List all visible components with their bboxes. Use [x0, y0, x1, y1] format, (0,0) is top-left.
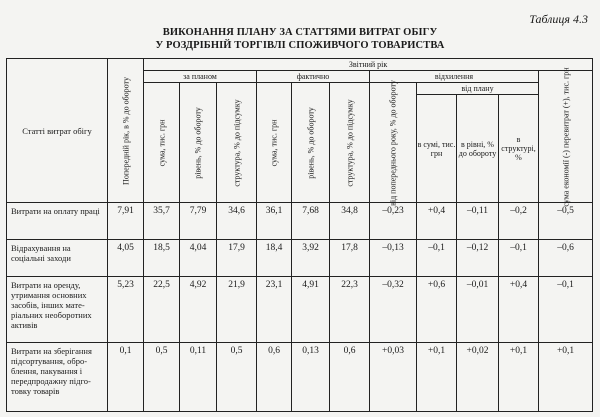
- cell: 4,05: [108, 240, 144, 277]
- header-from-plan: від плану: [417, 83, 539, 95]
- cell: –0,11: [457, 203, 499, 240]
- cell: –0,2: [499, 203, 539, 240]
- row-label: Витрати на оплату праці: [7, 203, 108, 240]
- cell: –0,32: [370, 277, 417, 343]
- header-report-year: Звітний рік: [144, 59, 593, 71]
- header-plan-structure-text: структура, % до підсумку: [232, 98, 241, 187]
- cell: 4,92: [180, 277, 217, 343]
- cell: 36,1: [257, 203, 292, 240]
- cell: 34,8: [330, 203, 370, 240]
- cell: 7,68: [292, 203, 330, 240]
- header-items: Статті витрат обігу: [7, 59, 108, 203]
- table-row: [7, 343, 593, 412]
- cell: +0,1: [499, 343, 539, 412]
- header-from-prev-text: від попереднього року, % до обороту: [388, 79, 398, 206]
- table-title: [0, 26, 600, 52]
- header-economy: [539, 66, 593, 207]
- cell: 4,91: [292, 277, 330, 343]
- cell: 0,6: [330, 343, 370, 412]
- cell: 18,4: [257, 240, 292, 277]
- cell: +0,1: [539, 343, 593, 412]
- expenses-table: [6, 58, 593, 412]
- header-actual-sum: [257, 83, 292, 203]
- header-actual-level: [292, 83, 330, 203]
- header-plan-level-text: рівень, % до обороту: [193, 106, 203, 179]
- title-line-2: У РОЗДРІБНІЙ ТОРГІВЛІ СПОЖИВЧОГО ТОВАРИСТВА: [155, 40, 445, 51]
- header-actual-sum-text: сума, тис. грн: [269, 119, 279, 166]
- cell: –0,12: [457, 240, 499, 277]
- table-row: [7, 277, 593, 343]
- cell: +0,6: [417, 277, 457, 343]
- cell: +0,4: [499, 277, 539, 343]
- cell: –0,6: [539, 240, 593, 277]
- cell: –0,1: [499, 240, 539, 277]
- cell: 17,8: [330, 240, 370, 277]
- header-plan-sum-text: сума, тис. грн: [157, 119, 166, 166]
- table-caption: Таблиця 4.3: [529, 12, 588, 26]
- cell: 17,9: [217, 240, 257, 277]
- header-dev-struct: в структурі, %: [499, 95, 539, 203]
- header-plan-level: [180, 83, 217, 203]
- header-actual-structure-text: структура, % до підсумку: [345, 98, 354, 187]
- cell: 35,7: [144, 203, 180, 240]
- cell: 0,11: [180, 343, 217, 412]
- header-prev-year-text: Попередній рік, в % до обороту: [121, 76, 130, 185]
- table-row: [7, 240, 593, 277]
- cell: 21,9: [217, 277, 257, 343]
- cell: –0,13: [370, 240, 417, 277]
- cell: 0,6: [257, 343, 292, 412]
- cell: 0,5: [217, 343, 257, 412]
- cell: 3,92: [292, 240, 330, 277]
- cell: 0,5: [144, 343, 180, 412]
- row-label: Витрати на оренду, утримання основних засобів, інших мате- ріальних необоротних активів: [7, 277, 108, 343]
- header-economy-text: сума економії (-) перевитрат (+), тис. грн: [561, 66, 571, 207]
- cell: –0,23: [370, 203, 417, 240]
- header-actual-structure: [330, 83, 370, 203]
- cell: +0,4: [417, 203, 457, 240]
- header-plan-sum: [144, 83, 180, 203]
- header-actual: фактично: [257, 71, 370, 83]
- header-dev-level: в рівні, % до обороту: [457, 95, 499, 203]
- cell: 0,1: [108, 343, 144, 412]
- cell: +0,03: [370, 343, 417, 412]
- cell: +0,02: [457, 343, 499, 412]
- cell: –0,5: [539, 203, 593, 240]
- cell: +0,1: [417, 343, 457, 412]
- header-prev-year: [108, 59, 144, 203]
- cell: 7,91: [108, 203, 144, 240]
- row-label: Витрати на зберігання підсортування, обро- блення, пакування і передпродажну підго- товку товарів: [7, 343, 108, 412]
- cell: 22,5: [144, 277, 180, 343]
- cell: 18,5: [144, 240, 180, 277]
- cell: 0,13: [292, 343, 330, 412]
- header-plan: за планом: [144, 71, 257, 83]
- table-row: [7, 203, 593, 240]
- row-label: Відрахування на соціальні заходи: [7, 240, 108, 277]
- title-line-1: ВИКОНАННЯ ПЛАНУ ЗА СТАТТЯМИ ВИТРАТ ОБІГУ: [162, 27, 438, 38]
- cell: –0,01: [457, 277, 499, 343]
- header-from-prev: [370, 79, 417, 206]
- header-dev-sum: в сумі, тис. грн: [417, 95, 457, 203]
- cell: 7,79: [180, 203, 217, 240]
- cell: 5,23: [108, 277, 144, 343]
- cell: 22,3: [330, 277, 370, 343]
- header-actual-level-text: рівень, % до обороту: [306, 106, 315, 179]
- cell: 34,6: [217, 203, 257, 240]
- cell: 4,04: [180, 240, 217, 277]
- cell: –0,1: [539, 277, 593, 343]
- cell: –0,1: [417, 240, 457, 277]
- cell: 23,1: [257, 277, 292, 343]
- header-plan-structure: [217, 83, 257, 203]
- header-deviation: відхилення: [370, 71, 539, 83]
